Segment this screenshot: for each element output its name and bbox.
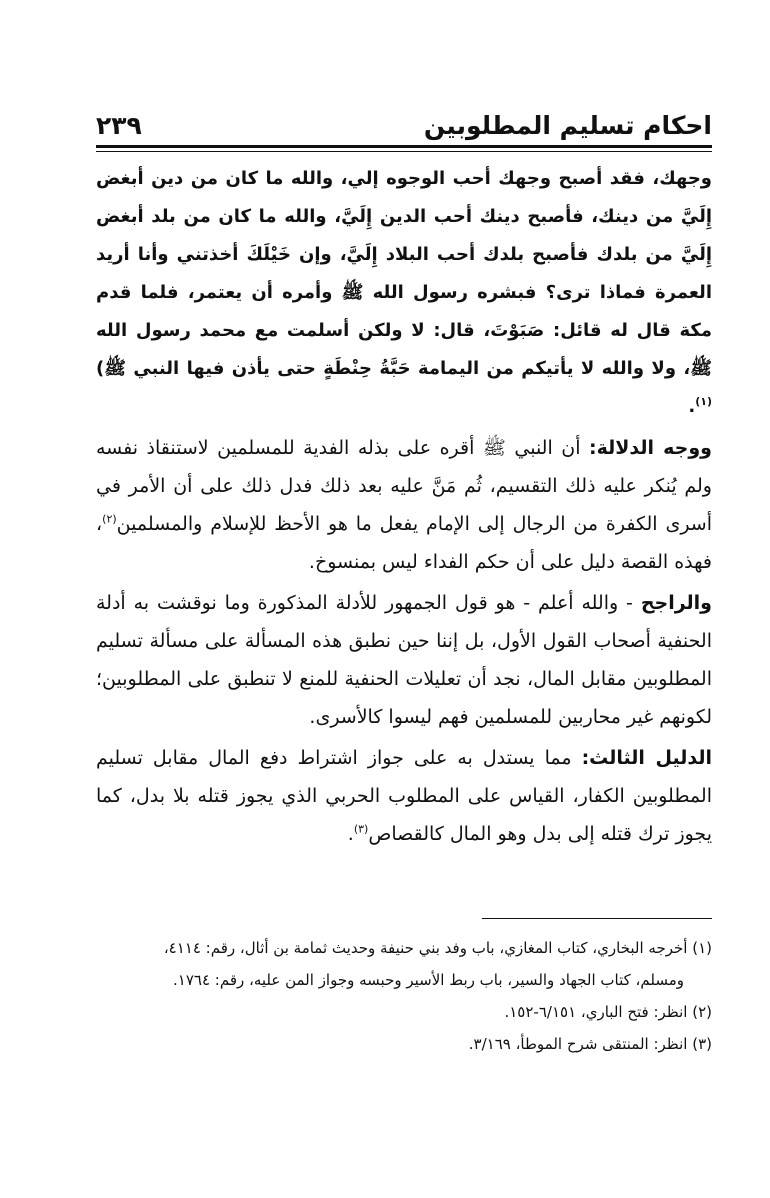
header-rule-thick bbox=[96, 145, 712, 148]
third-evidence-lead: الدليل الثالث: bbox=[581, 747, 713, 769]
page-number: ٢٣٩ bbox=[96, 111, 142, 140]
footnote-ref-3[interactable]: (٣) bbox=[353, 822, 369, 836]
evidence-aspect-paragraph bbox=[96, 429, 712, 581]
header-rule-thin bbox=[96, 151, 712, 152]
footnotes bbox=[96, 932, 712, 1060]
evidence-aspect-text: أن النبي ﷺ أقره على بذله الفدية للمسلمين لاستنقاذ نفسه ولم يُنكر عليه ذلك التقسيم، ثُم مَنَّ عليه بعد ذلك فدل ذلك على أن الأمر في أسرى الكفرة من الرجال إلى الإمام يفعل ما هو الأحظ للإسلام والمسلمين bbox=[96, 437, 712, 535]
third-evidence-paragraph bbox=[96, 739, 712, 853]
preferred-opinion-lead: والراجح bbox=[640, 592, 712, 614]
footnote-1-line-2: ومسلم، كتاب الجهاد والسير، باب ربط الأسير وحبسه وجواز المن عليه، رقم: ١٧٦٤. bbox=[173, 971, 684, 989]
hadith-quote-text: وجهك، فقد أصبح وجهك أحب الوجوه إلي، والله ما كان من دين أبغض إِلَيَّ من دينك، فأصبح دينك أحب الدين إِلَيَّ، والله ما كان من بلد أبغض إِلَيَّ من بلدك فأصبح بلدك أحب البلاد إِلَيَّ، وإن خَيْلَكَ أخذتني وأنا أريد العمرة فماذا ترى؟ فبشره رسول الله ﷺ وأمره أن يعتمر، فلما قدم مكة قال له قائل: صَبَوْتَ، قال: لا ولكن أسلمت مع محمد رسول الله ﷺ، ولا والله لا يأتيكم من اليمامة حَبَّةُ حِنْطَةٍ حتى يأذن فيها النبي ﷺ) bbox=[96, 168, 712, 379]
footnote-2: (٢) انظر: فتح الباري، ٦/١٥١-١٥٢. bbox=[504, 1003, 712, 1021]
footnote-separator bbox=[482, 918, 712, 919]
footnote-3: (٣) انظر: المنتقى شرح الموطأ، ٣/١٦٩. bbox=[468, 1035, 712, 1053]
evidence-aspect-lead: ووجه الدلالة: bbox=[589, 437, 712, 459]
footnote-1-line-1: (١) أخرجه البخاري، كتاب المغازي، باب وفد بني حنيفة وحديث ثمامة بن أثال، رقم: ٤١١٤، bbox=[163, 939, 712, 957]
hadith-quote-paragraph bbox=[96, 160, 712, 426]
main-text bbox=[96, 160, 712, 856]
third-evidence-text: مما يستدل به على جواز اشتراط دفع المال مقابل تسليم المطلوبين الكفار، القياس على المطلوب الحربي الذي يجوز قتله بلا بدل، كما يجوز ترك قتله إلى بدل وهو المال كالقصاص bbox=[96, 747, 712, 845]
hadith-quote-end: . bbox=[688, 396, 696, 417]
third-evidence-end: . bbox=[347, 823, 354, 845]
evidence-aspect-end: ، فهذه القصة دليل على أن حكم الفداء ليس بمنسوخ. bbox=[96, 513, 712, 573]
preferred-opinion-paragraph bbox=[96, 584, 712, 736]
page-header bbox=[96, 102, 712, 142]
running-title: احكام تسليم المطلوبين bbox=[423, 111, 712, 140]
preferred-opinion-text: - والله أعلم - هو قول الجمهور للأدلة المذكورة وما نوقشت به أدلة الحنفية أصحاب القول الأول، بل إننا حين نطبق هذه المسألة على مسألة تسليم المطلوبين مقابل المال، نجد أن تعليلات الحنفية للمنع لا تنطبق على المطلوبين؛ لكونهم غير محاربين للمسلمين فهم ليسوا كالأسرى. bbox=[96, 592, 712, 728]
footnote-ref-2[interactable]: (٢) bbox=[102, 512, 117, 526]
footnote-ref-1[interactable]: (١) bbox=[695, 395, 712, 408]
